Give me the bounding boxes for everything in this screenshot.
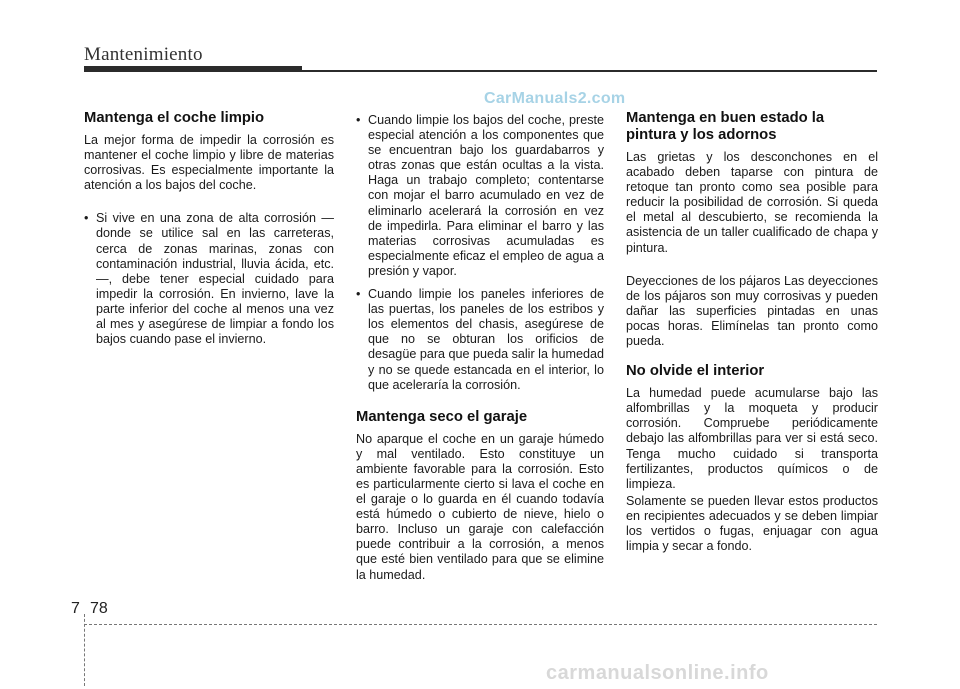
header-rule-thick (84, 66, 302, 72)
footer-rule (84, 624, 877, 625)
heading-paint-trim: Mantenga en buen estado la pintura y los adornos (626, 110, 825, 143)
section-title: Mantenimiento (84, 44, 203, 65)
paragraph: No aparque el coche en un garaje húmedo y mal ventilado. Esto constituye un ambiente favorable para la corrosión. Esto es particularmente cierto si lava el coche en el garaje o lo guarda en él cuando todavía está húmedo o cubierto de nieve, hielo o barro. Incluso un garaje con calefacción puede contribuir a la corrosión, a menos que esté bien ventilado para que se elimine la humedad. (356, 431, 604, 582)
page-number: 78 (90, 600, 108, 617)
heading-keep-car-clean: Mantenga el coche limpio (84, 110, 265, 126)
chapter-number: 7 (71, 600, 80, 617)
heading-keep-garage-dry: Mantenga seco el garaje (356, 408, 528, 425)
paragraph: Solamente se pueden llevar estos productos en recipientes adecuados y se deben limpiar los vertidos o fugas, enjuagar con agua limpia y secar a fondo. (626, 493, 878, 554)
column-1 (84, 110, 334, 355)
watermark-top: CarManuals2.com (484, 90, 626, 107)
watermark-bottom: carmanualsonline.info (546, 662, 769, 684)
footer-vertical-rule (84, 614, 85, 686)
bullet-item: • Si vive en una zona de alta corrosión — donde se utilice sal en las carreteras, cerca de zonas marinas, zonas con contaminación industrial, lluvia ácida, etc.—, debe tener especial cuidado para impedir la corrosión. En invierno, lave la parte inferior del coche al menos una vez al mes y asegúrese de limpiar a fondo los bajos cuando pase el invierno. (84, 211, 334, 347)
paragraph: Las grietas y los desconchones en el acabado deben taparse con pintura de retoque tan pronto como sea posible para reducir la posibilidad de corrosión. Si queda el metal al descubierto, se recomienda la asistencia de un taller cualificado de chapa y pintura. (626, 150, 878, 255)
bullet-item: • Cuando limpie los paneles inferiores de las puertas, los paneles de los estribos y los elementos del chasis, asegúrese de que no se obturan los orificios de desagüe para que pueda salir la humedad y no se quede estancada en el interior, lo que aceleraría la corrosión. (356, 287, 604, 393)
paragraph: Deyecciones de los pájaros Las deyecciones de los pájaros son muy corrosivas y pueden dañar las superficies pintadas en unas pocas horas. Elimínelas tan pronto como pueda. (626, 273, 878, 349)
paragraph: La humedad puede acumularse bajo las alfombrillas y la moqueta y producir corrosión. Compruebe periódicamente debajo las alfombrillas para ver si está seco. Tenga mucho cuidado si transporta fertilizantes, productos químicos o de limpieza. (626, 386, 878, 491)
header-rule-thin (302, 70, 877, 72)
paragraph: La mejor forma de impedir la corrosión es mantener el coche limpio y libre de materias corrosivas. Es especialmente importante la atención a los bajos del coche. (84, 133, 334, 193)
heading-interior: No olvide el interior (626, 363, 765, 380)
bullet-item: • Cuando limpie los bajos del coche, preste especial atención a los componentes que se encuentran bajo los guardabarros y otras zonas que están ocultas a la vista. Haga un trabajo completo; contentarse con mojar el barro acumulado en vez de eliminarlo acelerará la corrosión en vez de impedirla. Para eliminar el barro y las materias corrosivas acumuladas es especialmente eficaz el empleo de agua a presión y vapor. (356, 113, 604, 279)
column-3 (626, 110, 878, 562)
column-2 (356, 113, 604, 591)
